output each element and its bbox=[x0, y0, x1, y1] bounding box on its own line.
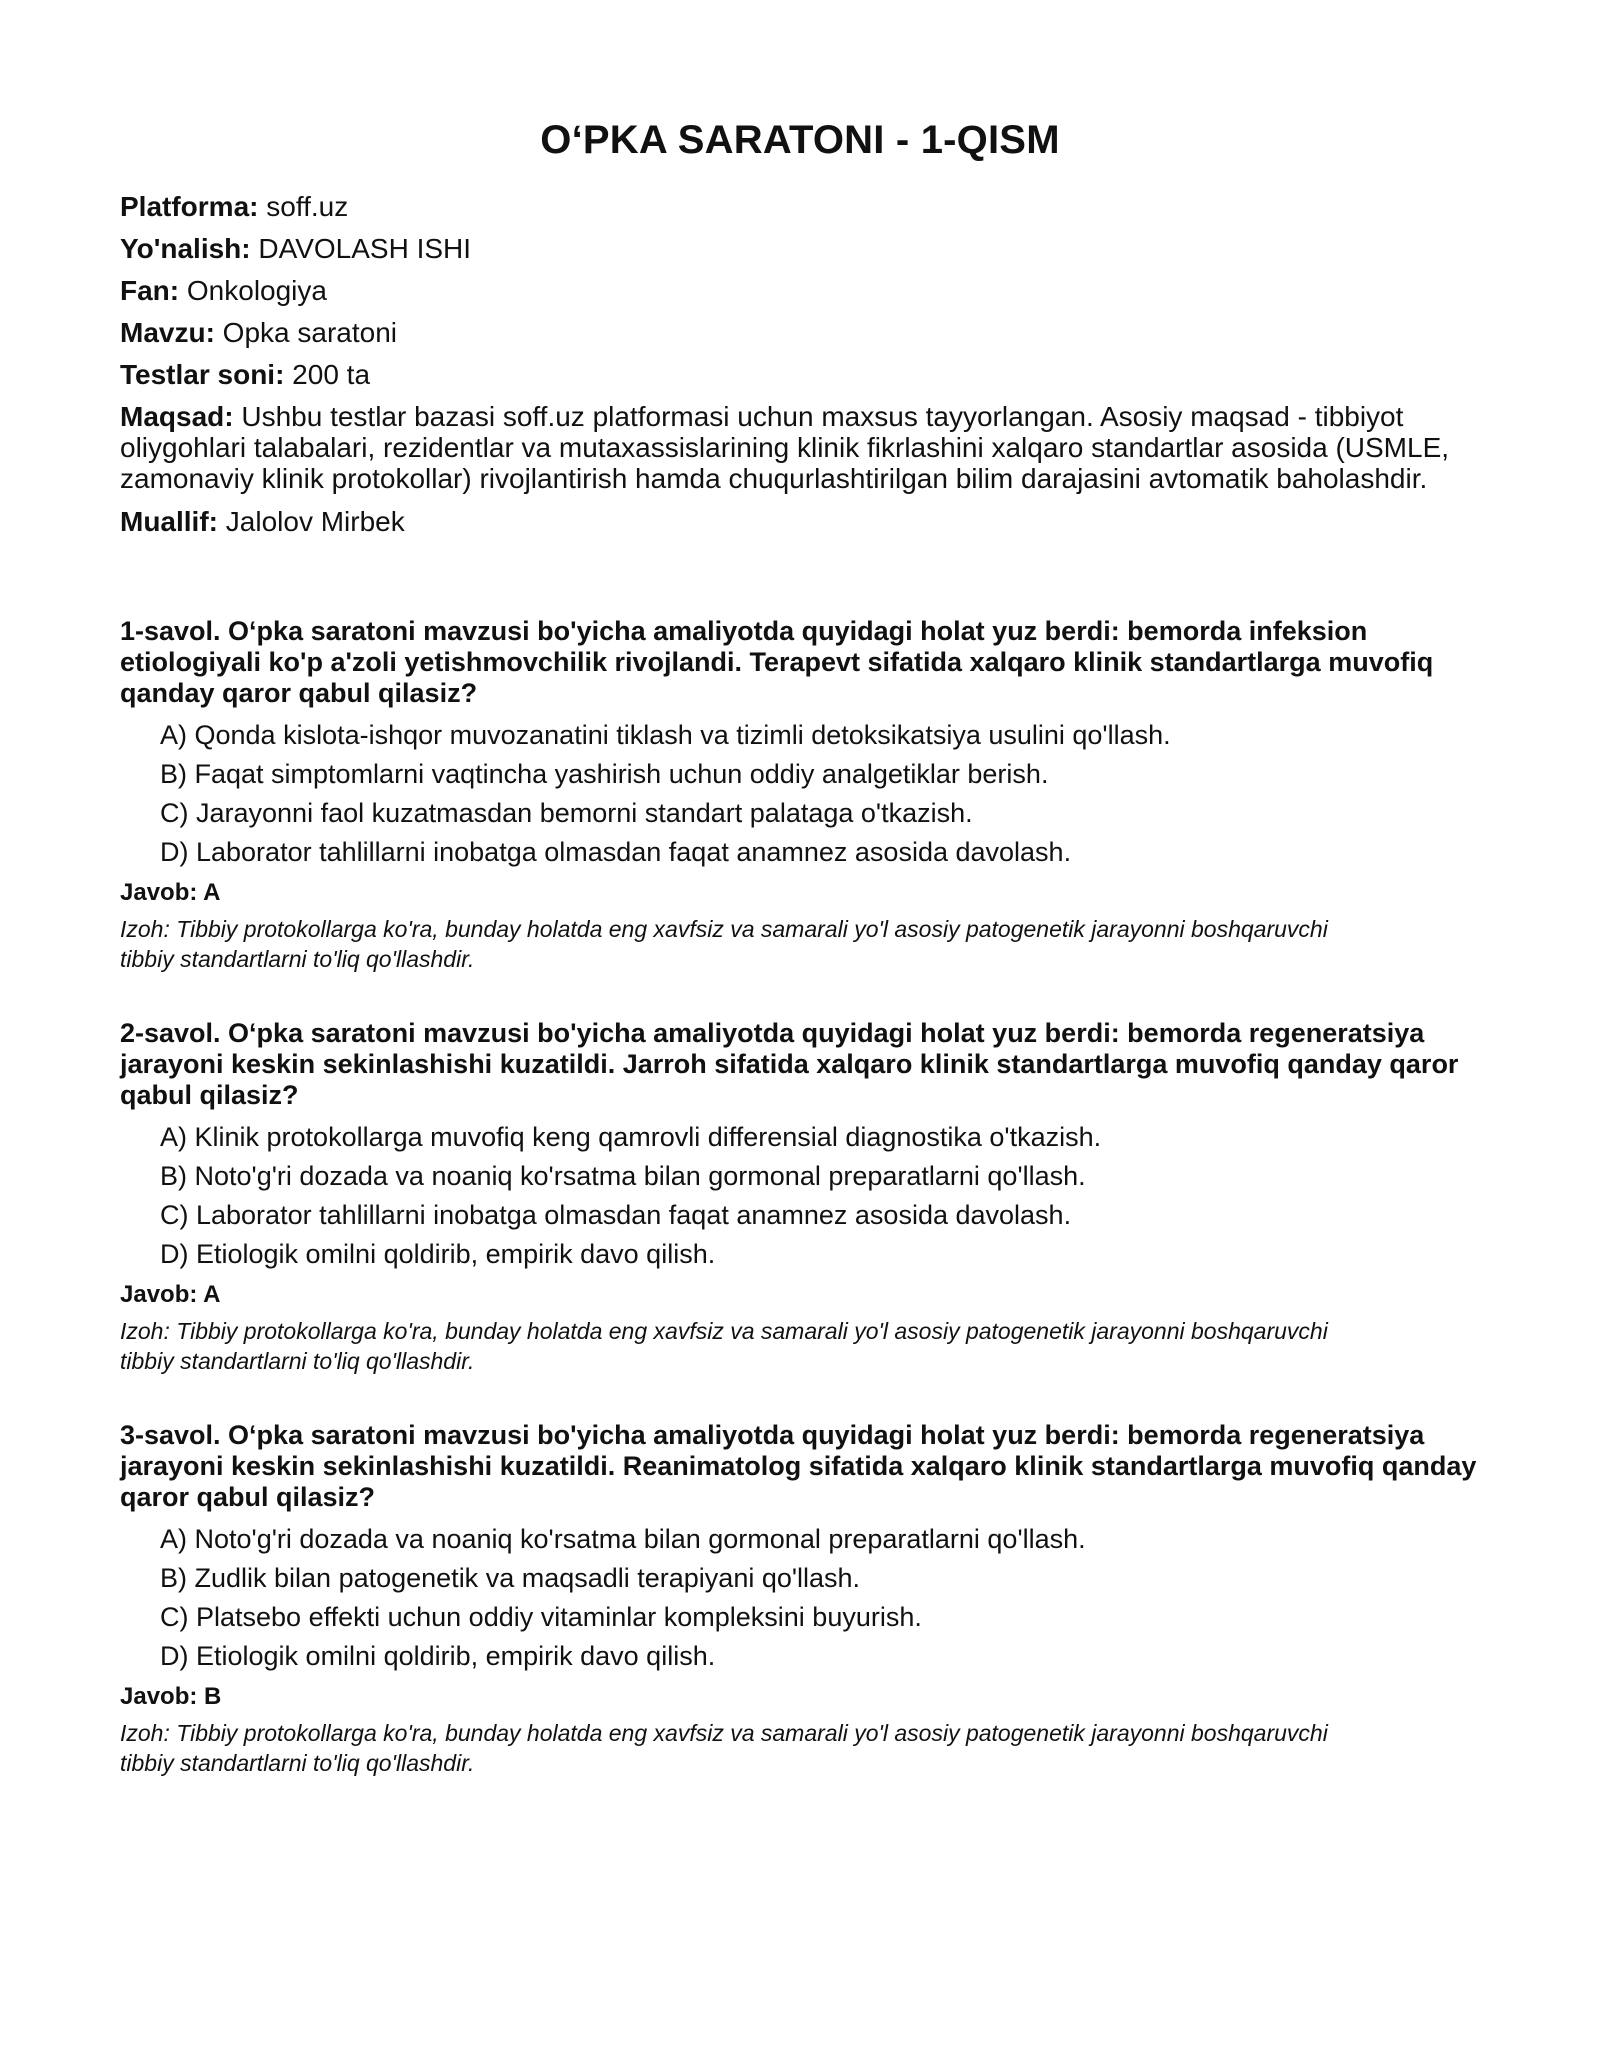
meta-label: Muallif: bbox=[120, 506, 218, 537]
meta-yonalish bbox=[120, 233, 1480, 265]
option-a: A) Qonda kislota-ishqor muvozanatini tiklash va tizimli detoksikatsiya usulini qo'llash. bbox=[160, 720, 1171, 750]
answer-label: Javob: A bbox=[120, 1281, 221, 1308]
question-item bbox=[120, 1018, 1480, 1376]
explanation-note: Izoh: Tibbiy protokollarga ko'ra, bunday holatda eng xavfsiz va samarali yo'l asosiy patogenetik jarayonni boshqaruvchi tibbiy standartlarni to'liq qo'llashdir. bbox=[120, 1720, 1328, 1776]
option-b: B) Zudlik bilan patogenetik va maqsadli terapiyani qo'llash. bbox=[160, 1563, 861, 1593]
question-text: 1-savol. O‘pka saratoni mavzusi bo'yicha amaliyotda quyidagi holat yuz berdi: bemorda infeksion etiologiyali ko'p a'zoli yetishmovchilik rivojlandi. Terapevt sifatida xalqaro klinik standartlarga muvofiq qanday qaror qabul qilasiz? bbox=[120, 616, 1434, 708]
option-list bbox=[120, 1523, 1480, 1672]
option-c: C) Jarayonni faol kuzatmasdan bemorni standart palataga o'tkazish. bbox=[160, 798, 973, 828]
meta-muallif bbox=[120, 506, 1480, 538]
option-d: D) Laborator tahlillarni inobatga olmasdan faqat anamnez asosida davolash. bbox=[160, 837, 1072, 867]
option-a: A) Noto'g'ri dozada va noaniq ko'rsatma bilan gormonal preparatlarni qo'llash. bbox=[160, 1524, 1086, 1554]
meta-block bbox=[120, 191, 1480, 538]
meta-label: Fan: bbox=[120, 275, 180, 306]
answer-label: Javob: A bbox=[120, 879, 221, 906]
explanation-note: Izoh: Tibbiy protokollarga ko'ra, bunday holatda eng xavfsiz va samarali yo'l asosiy patogenetik jarayonni boshqaruvchi tibbiy standartlarni to'liq qo'llashdir. bbox=[120, 1318, 1328, 1374]
meta-fan bbox=[120, 275, 1480, 307]
meta-value: 200 ta bbox=[284, 359, 371, 390]
option-b: B) Noto'g'ri dozada va noaniq ko'rsatma bilan gormonal preparatlarni qo'llash. bbox=[160, 1161, 1086, 1191]
answer-label: Javob: B bbox=[120, 1683, 222, 1710]
option-c: C) Platsebo effekti uchun oddiy vitaminlar kompleksini buyurish. bbox=[160, 1602, 922, 1632]
question-list bbox=[120, 616, 1480, 1778]
meta-value: Opka saratoni bbox=[214, 317, 398, 348]
option-list bbox=[120, 719, 1480, 868]
option-d: D) Etiologik omilni qoldirib, empirik davo qilish. bbox=[160, 1641, 716, 1671]
meta-value: Onkologiya bbox=[179, 275, 327, 306]
document-page bbox=[120, 118, 1480, 1822]
meta-testlar-soni bbox=[120, 359, 1480, 391]
question-item bbox=[120, 1420, 1480, 1778]
meta-value: Jalolov Mirbek bbox=[218, 506, 405, 537]
meta-mavzu bbox=[120, 317, 1480, 349]
meta-value: DAVOLASH ISHI bbox=[250, 233, 472, 264]
option-a: A) Klinik protokollarga muvofiq keng qamrovli differensial diagnostika o'tkazish. bbox=[160, 1122, 1102, 1152]
option-list bbox=[120, 1121, 1480, 1270]
page-title: O‘PKA SARATONI - 1-QISM bbox=[540, 118, 1060, 162]
option-c: C) Laborator tahlillarni inobatga olmasdan faqat anamnez asosida davolash. bbox=[160, 1200, 1072, 1230]
meta-value: Ushbu testlar bazasi soff.uz platformasi uchun maxsus tayyorlangan. Asosiy maqsad - tibbiyot oliygohlari talabalari, rezidentlar va mutaxassislarining klinik fikrlashini xalqaro standartlar asosida (USMLE, zamonaviy klinik protokollar) rivojlantirish hamda chuqurlashtirilgan bilim darajasini avtomatik baholashdir. bbox=[120, 401, 1450, 494]
option-d: D) Etiologik omilni qoldirib, empirik davo qilish. bbox=[160, 1239, 716, 1269]
meta-maqsad bbox=[120, 401, 1480, 494]
question-item bbox=[120, 616, 1480, 974]
meta-label: Maqsad: bbox=[120, 401, 234, 432]
question-text: 3-savol. O‘pka saratoni mavzusi bo'yicha amaliyotda quyidagi holat yuz berdi: bemorda regeneratsiya jarayoni keskin sekinlashishi kuzatildi. Reanimatolog sifatida xalqaro klinik standartlarga muvofiq qanday qaror qabul qilasiz? bbox=[120, 1420, 1477, 1512]
meta-label: Platforma: bbox=[120, 191, 259, 222]
meta-label: Mavzu: bbox=[120, 317, 215, 348]
question-text: 2-savol. O‘pka saratoni mavzusi bo'yicha amaliyotda quyidagi holat yuz berdi: bemorda regeneratsiya jarayoni keskin sekinlashishi kuzatildi. Jarroh sifatida xalqaro klinik standartlarga muvofiq qanday qaror qabul qilasiz? bbox=[120, 1018, 1459, 1110]
explanation-note: Izoh: Tibbiy protokollarga ko'ra, bunday holatda eng xavfsiz va samarali yo'l asosiy patogenetik jarayonni boshqaruvchi tibbiy standartlarni to'liq qo'llashdir. bbox=[120, 916, 1328, 972]
meta-value: soff.uz bbox=[258, 191, 349, 222]
meta-label: Yo'nalish: bbox=[120, 233, 251, 264]
option-b: B) Faqat simptomlarni vaqtincha yashirish uchun oddiy analgetiklar berish. bbox=[160, 759, 1049, 789]
meta-platforma bbox=[120, 191, 1480, 223]
meta-label: Testlar soni: bbox=[120, 359, 285, 390]
